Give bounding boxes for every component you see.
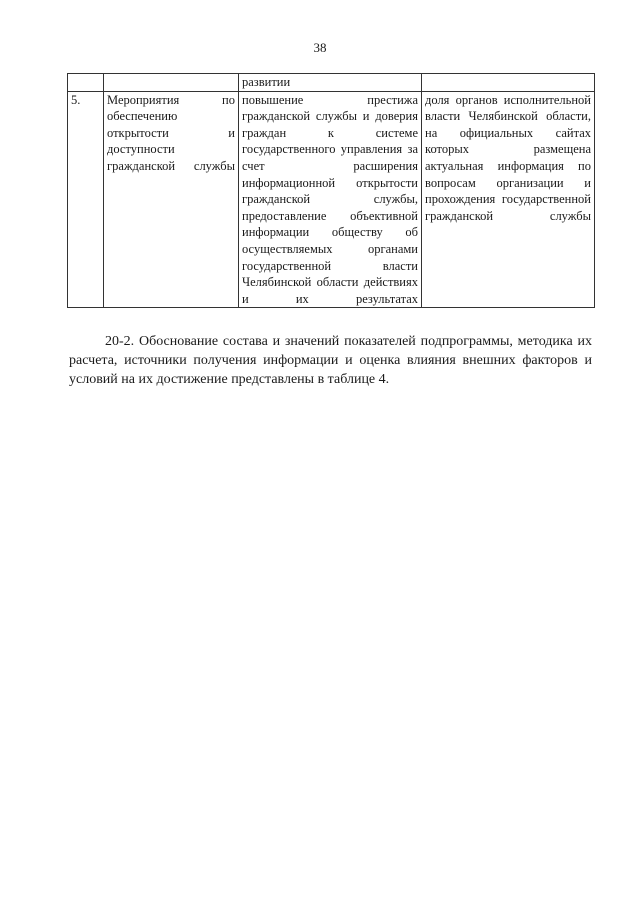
cell-num: 5.	[68, 91, 104, 308]
cell-indicator: доля органов исполнительной власти Челябинской области, на официальных сайтах которых размещена актуальная информация по вопросам организации и прохождения государственной гражданской службы	[422, 91, 595, 308]
cell-name	[104, 74, 239, 92]
page-number: 38	[313, 40, 327, 55]
cell-name: Мероприятия по обеспечению открытости и доступности гражданской службы	[104, 91, 239, 308]
table-row-continuation	[68, 74, 595, 92]
body-paragraph: 20-2. Обоснование состава и значений показателей подпрограммы, методика их расчета, источники получения информации и оценка влияния внешних факторов и условий на их достижение представлены в таблице 4.	[69, 334, 592, 387]
cell-goal: повышение престижа гражданской службы и доверия граждан к системе государственного управления за счет расширения информационной открытости гражданской службы, предоставление объективной информации обществу об осуществляемых органами государственной власти Челябинской области действиях и их результатах	[239, 91, 422, 308]
table-row	[68, 91, 595, 308]
cell-indicator	[422, 74, 595, 92]
cell-goal: развитии	[239, 74, 422, 92]
measures-table	[67, 73, 595, 308]
cell-num	[68, 74, 104, 92]
